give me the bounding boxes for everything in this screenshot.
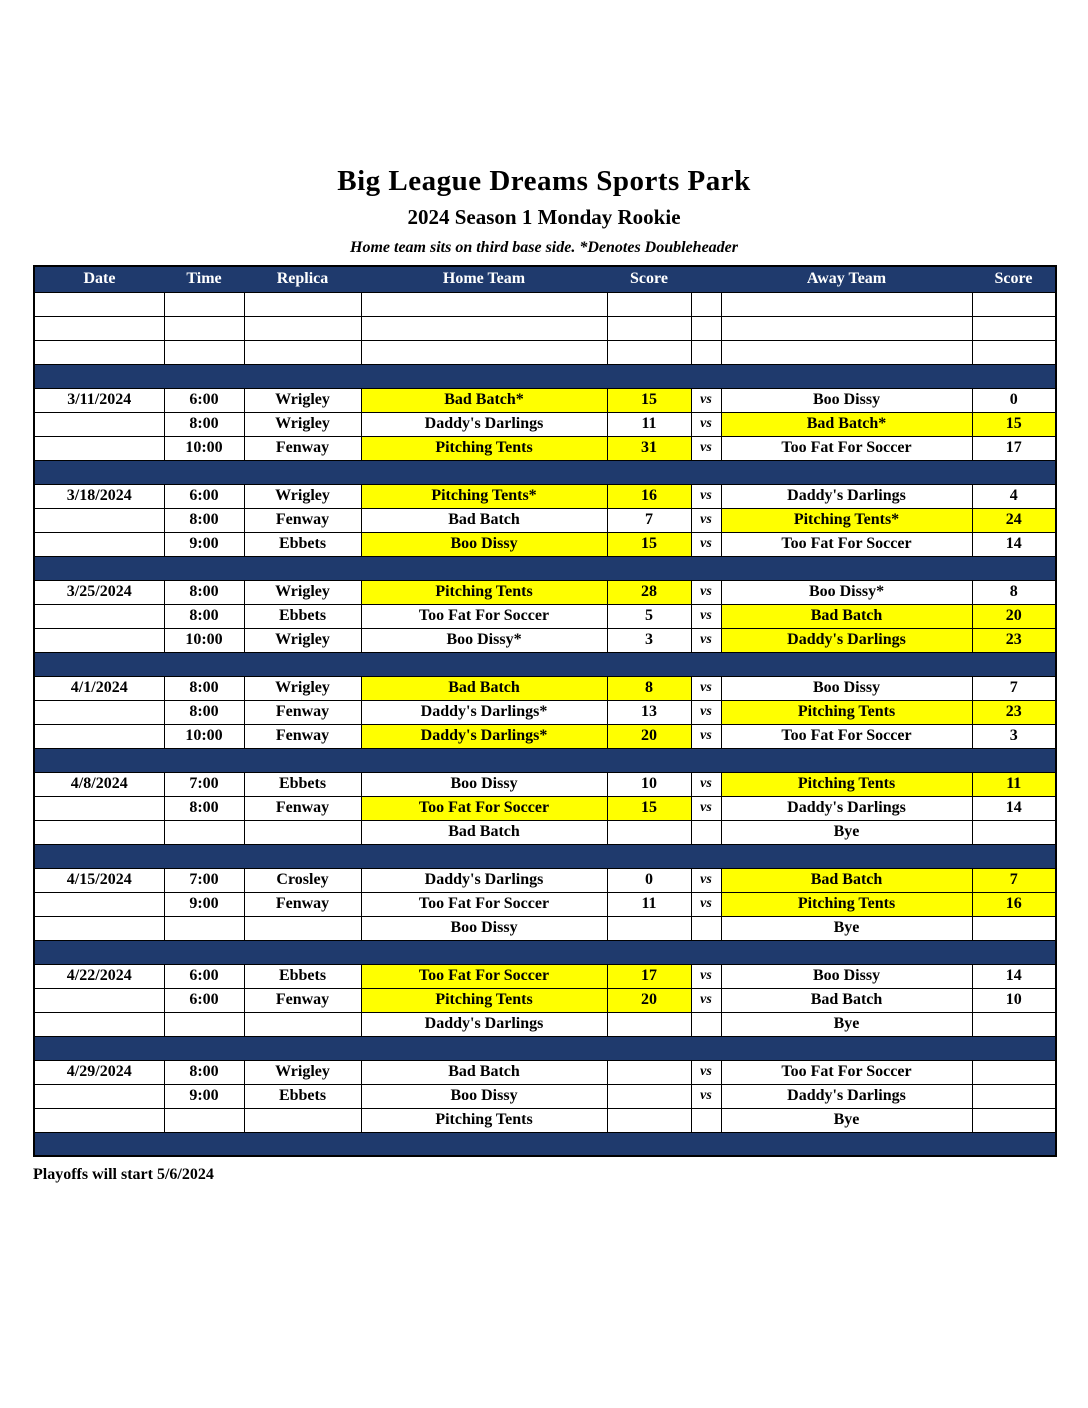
home-team-cell: Boo Dissy: [361, 1084, 607, 1108]
home-team-cell: Daddy's Darlings*: [361, 724, 607, 748]
home-team-cell: [361, 292, 607, 316]
replica-cell: [244, 1108, 361, 1132]
away-team-cell: Boo Dissy*: [721, 580, 972, 604]
game-row: [34, 700, 1056, 724]
schedule-table: [33, 265, 1057, 1157]
game-row: [34, 796, 1056, 820]
home-team-cell: Boo Dissy: [361, 916, 607, 940]
replica-cell: Ebbets: [244, 964, 361, 988]
away-score-cell: 8: [972, 580, 1056, 604]
away-team-cell: Too Fat For Soccer: [721, 724, 972, 748]
game-row: [34, 676, 1056, 700]
date-cell: [34, 1012, 164, 1036]
replica-cell: Fenway: [244, 436, 361, 460]
away-score-cell: [972, 820, 1056, 844]
away-score-cell: [972, 1108, 1056, 1132]
home-team-cell: Pitching Tents: [361, 988, 607, 1012]
home-team-cell: Pitching Tents: [361, 580, 607, 604]
home-score-cell: 28: [607, 580, 691, 604]
date-cell: [34, 292, 164, 316]
column-header-vs: [691, 266, 721, 292]
vs-cell: [691, 1012, 721, 1036]
home-score-cell: [607, 916, 691, 940]
column-header-away-score: Score: [972, 266, 1056, 292]
home-team-cell: Bad Batch: [361, 1060, 607, 1084]
replica-cell: [244, 916, 361, 940]
game-row: [34, 1060, 1056, 1084]
away-score-cell: 3: [972, 724, 1056, 748]
date-cell: [34, 532, 164, 556]
replica-cell: Ebbets: [244, 772, 361, 796]
time-cell: 8:00: [164, 604, 244, 628]
date-cell: [34, 436, 164, 460]
vs-cell: vs: [691, 580, 721, 604]
away-score-cell: 23: [972, 628, 1056, 652]
header-row: [34, 266, 1056, 292]
date-cell: [34, 628, 164, 652]
home-score-cell: 20: [607, 724, 691, 748]
date-cell: 4/8/2024: [34, 772, 164, 796]
home-team-cell: Too Fat For Soccer: [361, 796, 607, 820]
column-header-time: Time: [164, 266, 244, 292]
away-team-cell: Daddy's Darlings: [721, 1084, 972, 1108]
home-score-cell: 17: [607, 964, 691, 988]
away-team-cell: Bye: [721, 820, 972, 844]
home-score-cell: 0: [607, 868, 691, 892]
replica-cell: [244, 1012, 361, 1036]
home-score-cell: 31: [607, 436, 691, 460]
vs-cell: [691, 1108, 721, 1132]
vs-cell: vs: [691, 1060, 721, 1084]
home-score-cell: [607, 1084, 691, 1108]
time-cell: 6:00: [164, 988, 244, 1012]
away-score-cell: 14: [972, 796, 1056, 820]
replica-cell: Fenway: [244, 796, 361, 820]
game-row: [34, 724, 1056, 748]
home-score-cell: [607, 1060, 691, 1084]
date-cell: [34, 988, 164, 1012]
game-row: [34, 532, 1056, 556]
time-cell: 7:00: [164, 868, 244, 892]
away-score-cell: 14: [972, 532, 1056, 556]
game-row: [34, 436, 1056, 460]
home-team-cell: Bad Batch: [361, 508, 607, 532]
away-team-cell: Bye: [721, 1108, 972, 1132]
date-cell: 4/15/2024: [34, 868, 164, 892]
separator-band: [34, 556, 1056, 580]
column-header-date: Date: [34, 266, 164, 292]
page-note: Home team sits on third base side. *Denotes Doubleheader: [350, 239, 738, 256]
separator-row: [34, 748, 1056, 772]
separator-row: [34, 1132, 1056, 1156]
time-cell: 8:00: [164, 508, 244, 532]
replica-cell: [244, 340, 361, 364]
replica-cell: Wrigley: [244, 628, 361, 652]
game-row: [34, 868, 1056, 892]
column-header-away-team: Away Team: [721, 266, 972, 292]
replica-cell: Ebbets: [244, 1084, 361, 1108]
replica-cell: Wrigley: [244, 388, 361, 412]
home-score-cell: 13: [607, 700, 691, 724]
away-score-cell: [972, 1012, 1056, 1036]
home-score-cell: 15: [607, 796, 691, 820]
bye-row: [34, 1012, 1056, 1036]
home-score-cell: 15: [607, 532, 691, 556]
separator-band: [34, 1132, 1056, 1156]
replica-cell: Wrigley: [244, 412, 361, 436]
away-score-cell: 10: [972, 988, 1056, 1012]
date-cell: [34, 916, 164, 940]
date-cell: 3/11/2024: [34, 388, 164, 412]
away-score-cell: 0: [972, 388, 1056, 412]
home-score-cell: 11: [607, 892, 691, 916]
home-team-cell: Boo Dissy*: [361, 628, 607, 652]
home-team-cell: Boo Dissy: [361, 772, 607, 796]
time-cell: [164, 1108, 244, 1132]
page-title: Big League Dreams Sports Park: [337, 165, 751, 197]
separator-band: [34, 652, 1056, 676]
vs-cell: vs: [691, 964, 721, 988]
replica-cell: Fenway: [244, 988, 361, 1012]
away-score-cell: 17: [972, 436, 1056, 460]
replica-cell: Ebbets: [244, 532, 361, 556]
away-team-cell: Pitching Tents: [721, 700, 972, 724]
home-score-cell: 10: [607, 772, 691, 796]
away-team-cell: Bye: [721, 916, 972, 940]
game-row: [34, 388, 1056, 412]
vs-cell: vs: [691, 508, 721, 532]
vs-cell: vs: [691, 436, 721, 460]
replica-cell: Ebbets: [244, 604, 361, 628]
away-score-cell: [972, 340, 1056, 364]
date-cell: [34, 820, 164, 844]
column-header-home-team: Home Team: [361, 266, 607, 292]
replica-cell: [244, 316, 361, 340]
vs-cell: vs: [691, 676, 721, 700]
home-team-cell: Daddy's Darlings: [361, 1012, 607, 1036]
away-score-cell: [972, 316, 1056, 340]
home-score-cell: [607, 340, 691, 364]
date-cell: [34, 796, 164, 820]
away-team-cell: Bad Batch: [721, 988, 972, 1012]
separator-row: [34, 364, 1056, 388]
home-team-cell: Pitching Tents*: [361, 484, 607, 508]
date-cell: [34, 724, 164, 748]
time-cell: [164, 916, 244, 940]
away-team-cell: Bye: [721, 1012, 972, 1036]
away-team-cell: [721, 340, 972, 364]
date-cell: [34, 892, 164, 916]
blank-row: [34, 316, 1056, 340]
vs-cell: vs: [691, 892, 721, 916]
date-cell: 3/18/2024: [34, 484, 164, 508]
away-team-cell: Pitching Tents: [721, 772, 972, 796]
date-cell: [34, 1084, 164, 1108]
time-cell: 8:00: [164, 700, 244, 724]
replica-cell: Fenway: [244, 892, 361, 916]
away-team-cell: Boo Dissy: [721, 676, 972, 700]
replica-cell: Wrigley: [244, 580, 361, 604]
away-score-cell: 14: [972, 964, 1056, 988]
home-score-cell: 3: [607, 628, 691, 652]
home-team-cell: Too Fat For Soccer: [361, 892, 607, 916]
time-cell: [164, 292, 244, 316]
date-cell: 4/22/2024: [34, 964, 164, 988]
blank-row: [34, 292, 1056, 316]
time-cell: 6:00: [164, 484, 244, 508]
home-score-cell: [607, 292, 691, 316]
time-cell: 9:00: [164, 532, 244, 556]
separator-band: [34, 364, 1056, 388]
column-header-home-score: Score: [607, 266, 691, 292]
vs-cell: vs: [691, 700, 721, 724]
game-row: [34, 484, 1056, 508]
home-team-cell: Bad Batch: [361, 676, 607, 700]
home-score-cell: [607, 1108, 691, 1132]
away-team-cell: Boo Dissy: [721, 964, 972, 988]
home-team-cell: [361, 316, 607, 340]
game-row: [34, 628, 1056, 652]
vs-cell: vs: [691, 772, 721, 796]
away-team-cell: [721, 292, 972, 316]
replica-cell: Fenway: [244, 724, 361, 748]
date-cell: [34, 340, 164, 364]
game-row: [34, 988, 1056, 1012]
date-cell: [34, 604, 164, 628]
blank-row: [34, 340, 1056, 364]
bye-row: [34, 916, 1056, 940]
home-team-cell: Boo Dissy: [361, 532, 607, 556]
away-team-cell: Daddy's Darlings: [721, 796, 972, 820]
home-score-cell: 8: [607, 676, 691, 700]
vs-cell: vs: [691, 604, 721, 628]
time-cell: 9:00: [164, 1084, 244, 1108]
replica-cell: Wrigley: [244, 484, 361, 508]
home-team-cell: Daddy's Darlings: [361, 868, 607, 892]
away-team-cell: [721, 316, 972, 340]
date-cell: 4/29/2024: [34, 1060, 164, 1084]
vs-cell: [691, 316, 721, 340]
playoffs-footer: Playoffs will start 5/6/2024: [33, 1166, 214, 1183]
home-score-cell: 16: [607, 484, 691, 508]
time-cell: 8:00: [164, 412, 244, 436]
home-score-cell: [607, 820, 691, 844]
vs-cell: [691, 340, 721, 364]
vs-cell: vs: [691, 988, 721, 1012]
home-team-cell: Bad Batch: [361, 820, 607, 844]
replica-cell: Wrigley: [244, 1060, 361, 1084]
home-team-cell: Daddy's Darlings: [361, 412, 607, 436]
vs-cell: vs: [691, 412, 721, 436]
date-cell: 4/1/2024: [34, 676, 164, 700]
date-cell: 3/25/2024: [34, 580, 164, 604]
replica-cell: Crosley: [244, 868, 361, 892]
vs-cell: vs: [691, 796, 721, 820]
vs-cell: [691, 916, 721, 940]
away-score-cell: 7: [972, 676, 1056, 700]
replica-cell: [244, 292, 361, 316]
away-team-cell: Pitching Tents*: [721, 508, 972, 532]
separator-row: [34, 652, 1056, 676]
separator-band: [34, 748, 1056, 772]
home-team-cell: Pitching Tents: [361, 436, 607, 460]
vs-cell: vs: [691, 484, 721, 508]
game-row: [34, 580, 1056, 604]
game-row: [34, 964, 1056, 988]
game-row: [34, 604, 1056, 628]
home-team-cell: Daddy's Darlings*: [361, 700, 607, 724]
away-team-cell: Daddy's Darlings: [721, 628, 972, 652]
away-team-cell: Too Fat For Soccer: [721, 532, 972, 556]
replica-cell: Fenway: [244, 700, 361, 724]
away-score-cell: 23: [972, 700, 1056, 724]
away-score-cell: 4: [972, 484, 1056, 508]
away-team-cell: Boo Dissy: [721, 388, 972, 412]
game-row: [34, 412, 1056, 436]
home-team-cell: Too Fat For Soccer: [361, 604, 607, 628]
time-cell: 8:00: [164, 676, 244, 700]
home-team-cell: Pitching Tents: [361, 1108, 607, 1132]
separator-row: [34, 940, 1056, 964]
home-score-cell: [607, 1012, 691, 1036]
vs-cell: vs: [691, 628, 721, 652]
away-team-cell: Daddy's Darlings: [721, 484, 972, 508]
date-cell: [34, 700, 164, 724]
separator-row: [34, 556, 1056, 580]
home-score-cell: 5: [607, 604, 691, 628]
away-team-cell: Too Fat For Soccer: [721, 436, 972, 460]
game-row: [34, 772, 1056, 796]
replica-cell: [244, 820, 361, 844]
date-cell: [34, 412, 164, 436]
time-cell: [164, 820, 244, 844]
time-cell: [164, 316, 244, 340]
time-cell: 9:00: [164, 892, 244, 916]
time-cell: 6:00: [164, 964, 244, 988]
time-cell: 6:00: [164, 388, 244, 412]
separator-row: [34, 844, 1056, 868]
separator-band: [34, 940, 1056, 964]
home-score-cell: 7: [607, 508, 691, 532]
game-row: [34, 1084, 1056, 1108]
time-cell: 8:00: [164, 1060, 244, 1084]
time-cell: 10:00: [164, 724, 244, 748]
separator-row: [34, 460, 1056, 484]
away-team-cell: Bad Batch*: [721, 412, 972, 436]
game-row: [34, 508, 1056, 532]
away-score-cell: [972, 292, 1056, 316]
time-cell: 8:00: [164, 580, 244, 604]
away-team-cell: Bad Batch: [721, 868, 972, 892]
date-cell: [34, 508, 164, 532]
away-score-cell: 11: [972, 772, 1056, 796]
away-score-cell: 7: [972, 868, 1056, 892]
column-header-replica: Replica: [244, 266, 361, 292]
away-score-cell: [972, 1084, 1056, 1108]
home-score-cell: 15: [607, 388, 691, 412]
home-score-cell: 11: [607, 412, 691, 436]
vs-cell: [691, 820, 721, 844]
time-cell: [164, 340, 244, 364]
date-cell: [34, 1108, 164, 1132]
game-row: [34, 892, 1056, 916]
separator-band: [34, 1036, 1056, 1060]
away-score-cell: 16: [972, 892, 1056, 916]
vs-cell: vs: [691, 868, 721, 892]
away-team-cell: Bad Batch: [721, 604, 972, 628]
vs-cell: [691, 292, 721, 316]
away-score-cell: [972, 916, 1056, 940]
home-score-cell: 20: [607, 988, 691, 1012]
time-cell: 10:00: [164, 436, 244, 460]
vs-cell: vs: [691, 724, 721, 748]
replica-cell: Wrigley: [244, 676, 361, 700]
away-team-cell: Pitching Tents: [721, 892, 972, 916]
home-team-cell: Bad Batch*: [361, 388, 607, 412]
date-cell: [34, 316, 164, 340]
separator-row: [34, 1036, 1056, 1060]
bye-row: [34, 1108, 1056, 1132]
time-cell: 8:00: [164, 796, 244, 820]
time-cell: [164, 1012, 244, 1036]
separator-band: [34, 844, 1056, 868]
vs-cell: vs: [691, 1084, 721, 1108]
separator-band: [34, 460, 1056, 484]
away-score-cell: 20: [972, 604, 1056, 628]
time-cell: 10:00: [164, 628, 244, 652]
page-subtitle: 2024 Season 1 Monday Rookie: [407, 205, 681, 229]
away-score-cell: 15: [972, 412, 1056, 436]
away-score-cell: [972, 1060, 1056, 1084]
home-team-cell: [361, 340, 607, 364]
home-score-cell: [607, 316, 691, 340]
home-team-cell: Too Fat For Soccer: [361, 964, 607, 988]
bye-row: [34, 820, 1056, 844]
replica-cell: Fenway: [244, 508, 361, 532]
time-cell: 7:00: [164, 772, 244, 796]
vs-cell: vs: [691, 388, 721, 412]
vs-cell: vs: [691, 532, 721, 556]
away-team-cell: Too Fat For Soccer: [721, 1060, 972, 1084]
away-score-cell: 24: [972, 508, 1056, 532]
